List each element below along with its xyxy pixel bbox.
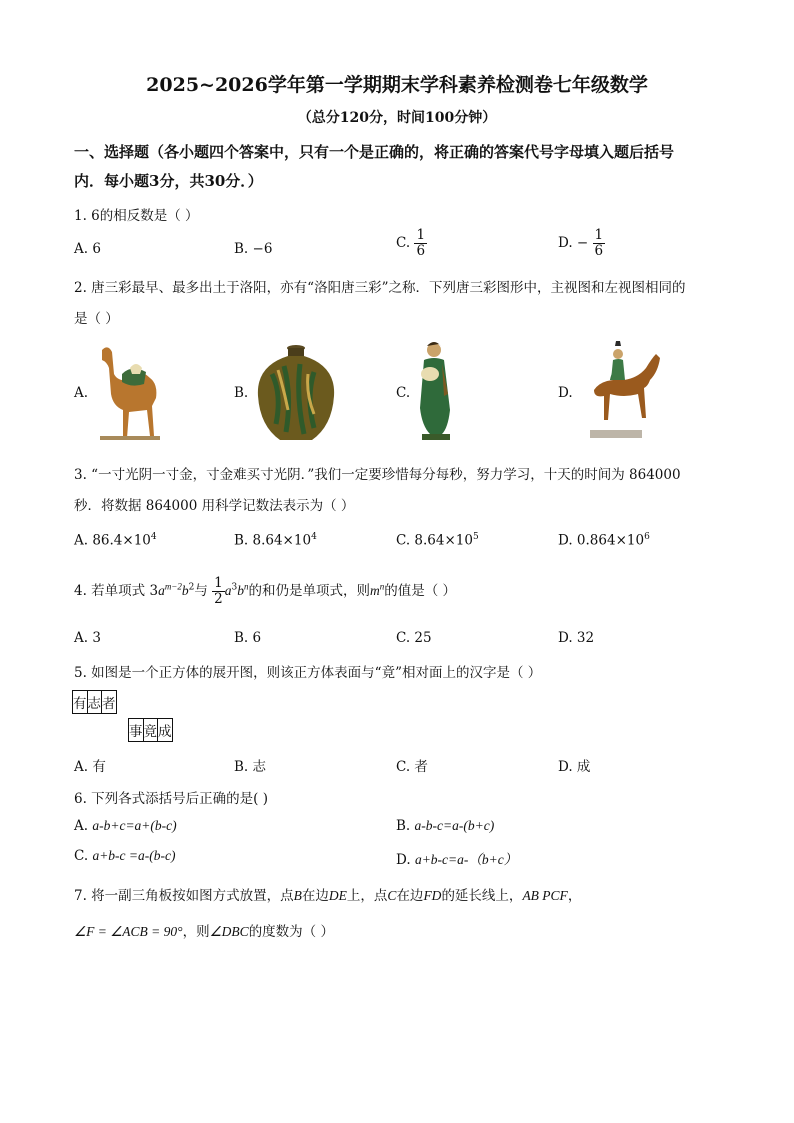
exam-title: 2025~2026学年第一学期期末学科素养检测卷七年级数学: [146, 74, 648, 96]
q4-exp-5: n: [379, 581, 385, 592]
section-heading-line2: 内．每小题3分，共30分．）: [74, 172, 263, 190]
q7-segment-fd: FD: [423, 888, 442, 903]
cube-net-cell: 有: [73, 691, 88, 714]
q7-text: 在边: [301, 888, 329, 904]
cube-net-cell: 竟: [143, 719, 158, 742]
q2-option-c: C.: [396, 385, 411, 401]
q7-text: ，: [567, 888, 582, 904]
q4-exp-1: m−2: [164, 581, 182, 592]
q6-option-d-text: a+b-c=a-（b+c）: [414, 852, 518, 867]
q6-option-c: [74, 848, 176, 864]
q3-option-d-text: D. 0.864×10: [558, 532, 645, 549]
cube-net-cell: 志: [87, 691, 102, 714]
q3-option-a: [74, 532, 157, 549]
q1-stem: 1. 6的相反数是（ ）: [74, 208, 199, 224]
q3-option-b-text: B. 8.64×10: [234, 532, 312, 549]
q6-option-b: [396, 818, 494, 834]
fraction-numerator: 1: [594, 227, 604, 243]
q4-stem: [74, 576, 456, 607]
q6-option-b-text: a-b-c=a-(b+c): [414, 818, 495, 833]
horse-rider-figure-image: [580, 340, 664, 442]
q4-text-end: 的值是（ ）: [384, 583, 457, 599]
q1-option-d-fraction: [593, 228, 606, 259]
q6-option-c-text: a+b-c =a-(b-c): [92, 848, 176, 863]
q3-option-a-exponent: 4: [150, 532, 157, 542]
q7-angle-condition: ∠F = ∠ACB = 90°: [74, 924, 183, 939]
q5-option-d: D. 成: [558, 759, 591, 775]
q7-text: 上，点: [346, 888, 388, 904]
q1-option-c-fraction: [414, 228, 427, 259]
q3-option-a-text: A. 86.4×10: [74, 532, 151, 549]
q1-option-d-label: D. −: [558, 235, 589, 251]
q4-fraction: [212, 576, 225, 607]
q2-stem-line2: 是（ ）: [74, 311, 119, 327]
q4-text-mid: 与: [194, 583, 208, 599]
cube-net-cell: 者: [102, 691, 117, 714]
q4-var-a2: a: [224, 583, 232, 598]
q7-angle-dbc: ∠DBC: [209, 924, 249, 939]
exam-subtitle: （总分120分，时间100分钟）: [297, 110, 497, 126]
q7-stem-line2: [74, 920, 334, 940]
q6-option-a-label: A.: [74, 818, 89, 834]
q4-exp-4: n: [244, 581, 249, 592]
q6-option-d: [396, 848, 517, 868]
q4-option-b: B. 6: [234, 630, 262, 646]
q1-option-a: A. 6: [74, 241, 101, 257]
q4-var-m: m: [370, 583, 380, 598]
q7-text: 的延长线上，: [441, 888, 523, 904]
q2-option-b: B.: [234, 385, 249, 401]
q3-stem-line2: 秒．将数据 864000 用科学记数法表示为（ ）: [74, 498, 355, 514]
q4-text-post: 的和仍是单项式，则: [248, 583, 370, 599]
q7-point-b: B: [293, 888, 302, 903]
q5-option-a: A. 有: [74, 759, 106, 775]
q7-point-c: C: [387, 888, 397, 903]
q4-text-pre: 4. 若单项式 3: [74, 583, 159, 599]
q6-option-b-label: B.: [396, 818, 411, 834]
q4-option-c: C. 25: [396, 630, 432, 646]
cube-net-cell: 成: [158, 719, 173, 742]
camel-figure-image: [92, 342, 164, 442]
q4-var-b2: b: [237, 583, 244, 598]
q3-option-b-exponent: 4: [311, 532, 317, 542]
q6-option-c-label: C.: [74, 848, 89, 864]
cube-net-cell: 事: [129, 719, 144, 742]
q1-option-c-label: C.: [396, 235, 411, 251]
q1-option-d: [558, 228, 605, 259]
fraction-denominator: 2: [214, 591, 223, 607]
q5-option-b: B. 志: [234, 759, 267, 775]
vase-figure-image: [254, 344, 338, 442]
q3-option-d: [558, 532, 650, 549]
section-heading: [74, 138, 734, 196]
q2-option-a: A.: [74, 385, 89, 401]
q3-option-c-exponent: 5: [472, 532, 479, 542]
q7-stem-line1: [74, 884, 581, 904]
q6-option-a: [74, 818, 177, 834]
fraction-denominator: 6: [594, 243, 604, 259]
cube-net-row1: [72, 690, 117, 714]
q3-option-c-text: C. 8.64×10: [396, 532, 473, 549]
q2-stem-line1: 2. 唐三彩最早、最多出土于洛阳，亦有“洛阳唐三彩”之称．下列唐三彩图形中，主视图和左视图相同的: [74, 280, 686, 296]
fraction-denominator: 6: [416, 243, 426, 259]
q4-exp-2: 2: [188, 582, 195, 593]
fraction-numerator: 1: [416, 227, 426, 243]
q1-option-b: B. −6: [234, 241, 273, 257]
q6-stem: 6. 下列各式添括号后正确的是( ): [74, 791, 268, 807]
q7-text: 在边: [396, 888, 424, 904]
section-heading-line1: 一、选择题（各小题四个答案中，只有一个是正确的，将正确的答案代号字母填入题后括号: [74, 143, 675, 161]
q3-option-d-exponent: 6: [644, 532, 650, 542]
q5-stem: 5. 如图是一个正方体的展开图，则该正方体表面与“竟”相对面上的汉字是（ ）: [74, 665, 542, 681]
cube-net-row2: [128, 718, 173, 742]
q7-text: 7. 将一副三角板按如图方式放置，点: [74, 888, 294, 904]
q1-option-c: [396, 228, 427, 259]
fraction-numerator: 1: [214, 575, 223, 591]
q4-var-b: b: [181, 583, 189, 598]
q7-text: 的度数为（ ）: [248, 924, 334, 940]
q4-var-a: a: [158, 583, 165, 598]
q7-segment-de: DE: [328, 888, 347, 903]
q7-parallel-relation: AB PCF: [522, 888, 568, 903]
q6-option-d-label: D.: [396, 852, 411, 868]
q3-stem-line1: 3. “一寸光阴一寸金，寸金难买寸光阴．”我们一定要珍惜每分每秒，努力学习，十天的时间为 864000: [74, 467, 681, 483]
q2-option-d: D.: [558, 385, 573, 401]
q3-option-b: [234, 532, 317, 549]
q7-text: ，则: [182, 924, 210, 940]
q6-option-a-text: a-b+c=a+(b-c): [92, 818, 177, 833]
q4-option-a: A. 3: [74, 630, 101, 646]
q3-option-c: [396, 532, 479, 549]
q5-option-c: C. 者: [396, 759, 428, 775]
q4-option-d: D. 32: [558, 630, 595, 646]
standing-figure-image: [412, 340, 458, 442]
q4-exp-3: 3: [231, 582, 238, 593]
